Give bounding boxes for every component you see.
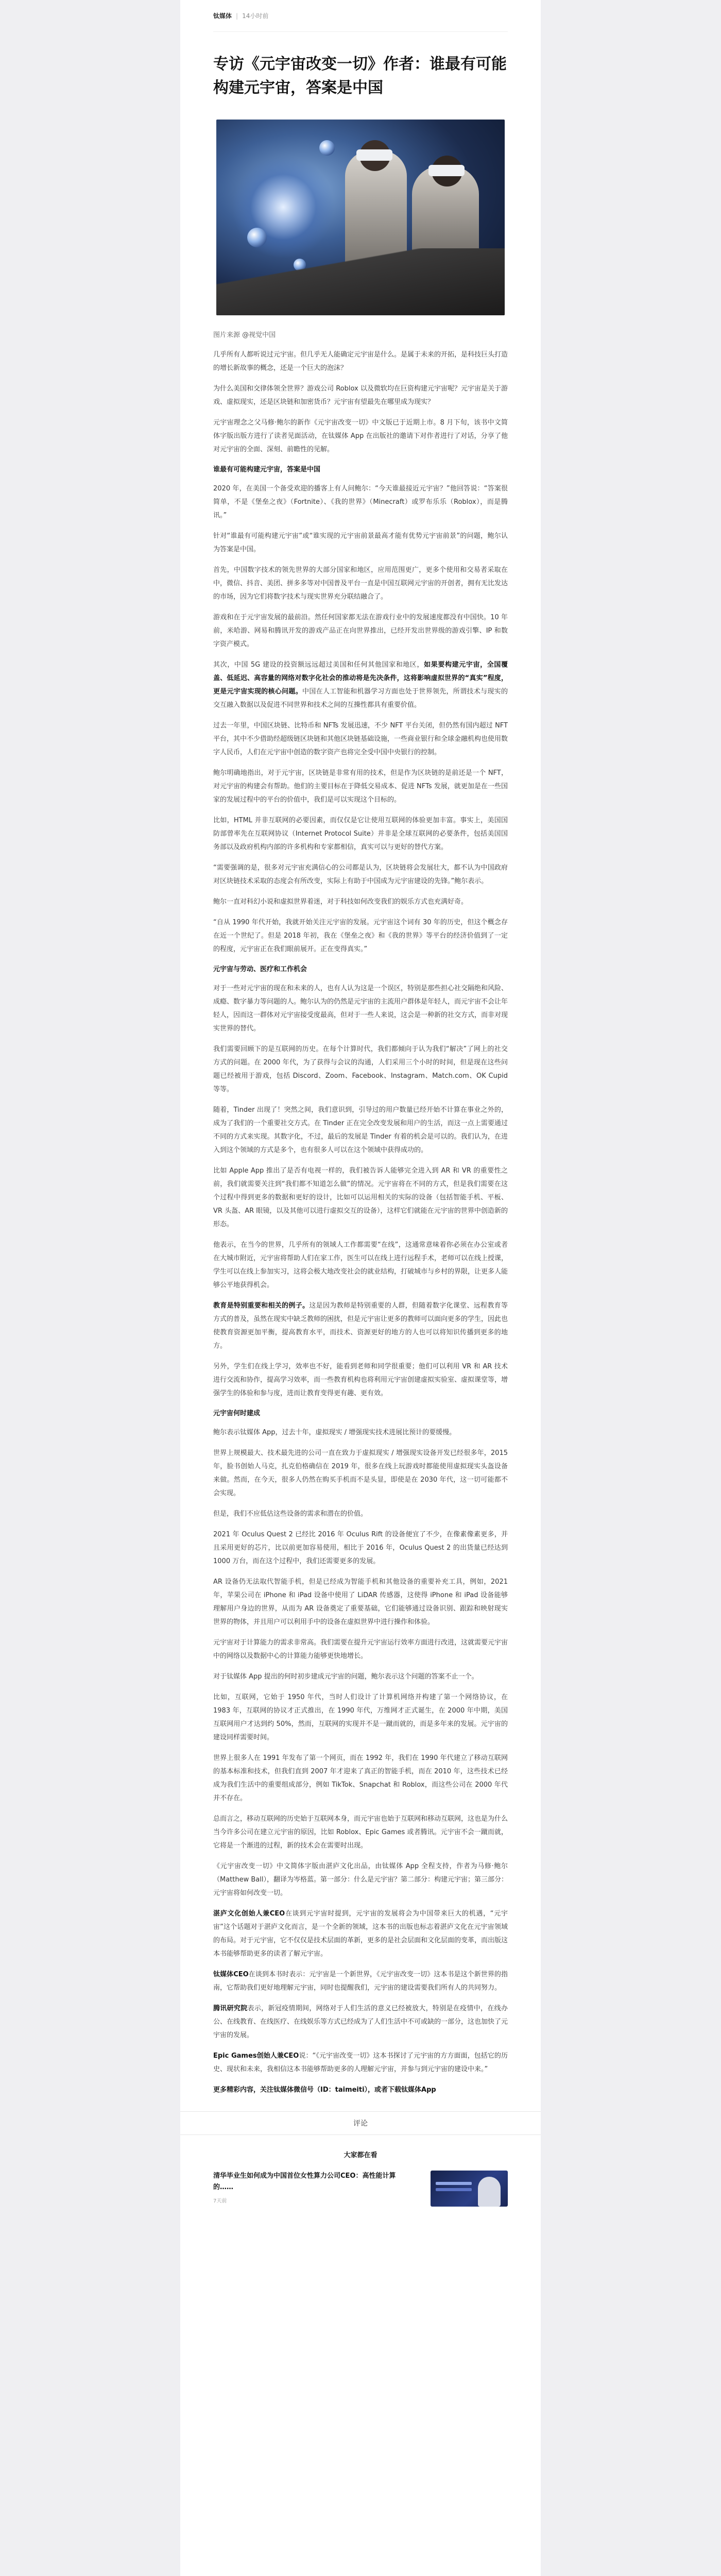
section-heading: 元宇宙何时建成	[213, 1410, 261, 1417]
hero-rock	[216, 248, 505, 315]
section-heading: 元宇宙与劳动、医疗和工作机会	[213, 965, 307, 973]
paragraph: 元宇宙对于计算能力的需求非常高。我们需要在提升元宇宙运行效率方面进行改进，这就需要元宇宙中的网络以及数据中心的计算能力能够更快地增长。	[213, 1639, 508, 1660]
paragraph: 湛庐文化创始人兼CEO在谈到元宇宙时提到，元宇宙的发展将会为中国带来巨大的机遇，“元宇宙”这个话题对于湛庐文化而言，是一个全新的领域，这本书的出版也标志着湛庐文化在元宇宙领域的布局。对于元宇宙，它不仅仅是技术层面的革新，更多的是社会层面和文化层面的变革，而出版这本书能够帮助更多的读者了解元宇宙。	[213, 1910, 508, 1958]
hero-image	[216, 120, 505, 315]
recommend-date: 7天前	[213, 2198, 227, 2204]
brand-name[interactable]: 钛媒体	[213, 12, 232, 20]
comment-bar[interactable]	[180, 2111, 541, 2135]
article-page	[180, 0, 541, 2576]
paragraph: 游戏和在于元宇宙发展的最前沿。然任何国家都无法在游戏行业中的发展速度都没有中国快。10 年前，米哈游、网易和腾讯开发的游戏产品正在向世界推出，已经开发出世界级的游戏引擎、IP 和数字资产模式。	[213, 614, 508, 648]
paragraph: 世界上规模最大、技术最先进的公司一直在致力于虚拟现实 / 增强现实设备开发已经很多年，2015 年，脸书创始人马克，扎克伯格确信在 2019 年，很多在线上玩游戏时都能使用虚拟现实头盔设备来做。然而，在今天，很多人仍然在购买手机而不是头显，即使是在 2030 年代，这一切可能都不会实现。	[213, 1449, 508, 1497]
paragraph: 为什么美国和交律体领全世界？游戏公司 Roblox 以及微软均在巨资构建元宇宙呢？元宇宙是关于游戏、虚拟现实，还是区块链和加密货币？元宇宙有望最先在哪里成为现实？	[213, 385, 508, 406]
paragraph: 我们需要回顾下的是互联网的历史。在每个计算时代，我们都倾向于认为我们“解决”了网上的社交方式的问题。在 2000 年代，为了获得与会议的沟通，人们采用三个小时的时间，但是现在这些问题已经被用于游戏，包括 Discord、Zoom、Facebook、Instagram、Match.com、OK Cupid 等等。	[213, 1045, 508, 1093]
paragraph: 过去一年里，中国区块链、比特币和 NFTs 发展迅速，不少 NFT 平台关闭，但仍然有国内超过 NFT 平台，其中不少借助经超级链区块链和其他区块链基础设施，一些商业银行和全球金融机构也使用数字人民币，人们在元宇宙中创造的数字资产也将完全受中国中央银行的控制。	[213, 722, 508, 756]
paragraph: 鲍尔表示钛媒体 App，过去十年，虚拟现实 / 增强现实技术进展比预计的要缓慢。	[213, 1429, 456, 1436]
paragraph: 针对“谁最有可能构建元宇宙”或“谁实现的元宇宙前景最高才能有优势元宇宙前景”的问题，鲍尔认为答案是中国。	[213, 532, 508, 553]
hero-orb	[319, 140, 335, 156]
paragraph: 对于一些对元宇宙的现在和未来的人，也有人认为这是一个误区，特别是那些担心社交隔绝和风险、成瘾、数字暴力等问题的人。鲍尔认为的仍然是元宇宙的主流用户群体是年轻人，而元宇宙不会让年轻人，因而这一群体对元宇宙接受度最高，但对于一些人来说，这会是一种新的社交方式，而非对现实世界的替代。	[213, 985, 508, 1032]
paragraph: 教育是特别重要和相关的例子。这是因为教师是特别重要的人群，但随着数字化课堂、远程教育等方式的普及，虽然在现实中缺乏教师的困扰，但是元宇宙让更多的教师可以面向更多的学生，因此也使教育资源更加平衡，提高教育水平，而技术、资源更好的地方的人也可以将知识传播到更多的地方。	[213, 1302, 508, 1350]
top-bar	[213, 0, 508, 32]
recommend-headline[interactable]: 清华毕业生如何成为中国首位女性算力公司CEO：高性能计算的……	[213, 2172, 396, 2191]
article-title: 专访《元宇宙改变一切》作者：谁最有可能构建元宇宙，答案是中国	[213, 55, 507, 97]
recommend-title: 大家都在看	[344, 2151, 377, 2159]
paragraph: Epic Games创始人兼CEO说：“《元宇宙改变一切》这本书探讨了元宇宙的方方面面，包括它的历史、现状和未来，我相信这本书能够帮助更多的人理解元宇宙，并参与到元宇宙的建设中来。”	[213, 2052, 508, 2073]
paragraph: 《元宇宙改变一切》中文简体字版由湛庐文化出品，由钛媒体 App 全程支持，作者为马修·鲍尔（Matthew Ball），翻译为岑格蓝。第一部分：什么是元宇宙？第二部分：构建元宇宙；第三部分：元宇宙将如何改变一切。	[213, 1862, 508, 1897]
paragraph: 钛媒体CEO在谈到本书时表示：元宇宙是一个新世界，《元宇宙改变一切》这本书是这个新世界的指南，它帮助我们更好地理解元宇宙，同时也提醒我们，元宇宙的建设需要我们所有人的共同努力。	[213, 1971, 508, 1992]
paragraph: 总而言之，移动互联网的历史始于互联网本身，而元宇宙也始于互联网和移动互联网，这也是为什么当今许多公司在建立元宇宙的原因，比如 Roblox、Epic Games 或者腾讯。元宇宙不会一蹴而就，它将是一个渐进的过程，新的技术会在需要时出现。	[213, 1815, 508, 1850]
thumbnail-text-graphic	[436, 2182, 472, 2185]
hero-orb	[247, 228, 267, 247]
paragraph: 元宇宙理念之父马修·鲍尔的新作《元宇宙改变一切》中文版已于近期上市。8 月下旬，该书中文简体字版出版方进行了读者见面活动，在钛媒体 App 在出版社的邀请下对作者进行了对话，分享了他对元宇宙的全面、深刻、前瞻性的见解。	[213, 419, 508, 453]
publish-time: 14小时前	[242, 12, 269, 20]
vr-headset-icon	[428, 165, 465, 176]
paragraph: 比如，HTML 并非互联网的必要因素，而仅仅是它让使用互联网的体验更加丰富。事实上，美国国防部曾率先在互联网协议（Internet Protocol Suite）并非是全球互联网的必要条件，包括美国国务部以及政府机构内部的许多机构和专家都相信，真实可以与更好的替代方案。	[213, 817, 508, 851]
paragraph: 世界上很多人在 1991 年发布了第一个网页，而在 1992 年，我们在 1990 年代建立了移动互联网的基本标准和技术，但我们直到 2007 年才迎来了真正的智能手机，而在 2010 年，这些技术已经成为我们生活中的重要组成部分，例如 TikTok、Snapchat 和 Roblox，而这些公司在 2000 年代并不存在。	[213, 1754, 508, 1802]
separator: |	[236, 12, 238, 20]
thumbnail-person	[478, 2177, 501, 2207]
hero-vortex	[232, 156, 335, 259]
paragraph: 2021 年 Oculus Quest 2 已经比 2016 年 Oculus Rift 的设备便宜了不少，在像素像素更多，并且采用更好的芯片，比以前更加容易使用，相比于 2016 年，Oculus Quest 2 的出货量已经达到 1000 万台，而在这个过程中，我们还需要更多的发展。	[213, 1531, 508, 1565]
comment-label[interactable]: 评论	[353, 2120, 368, 2128]
image-caption: 图片来源 @视觉中国	[213, 331, 276, 339]
paragraph: “需要强调的是，很多对元宇宙充满信心的公司都是认为，区块链将会发展壮大，都不认为中国政府对区块链技术采取的态度会有所改变，实际上有助于中国成为元宇宙建设的先锋。”鲍尔表示。	[213, 864, 508, 885]
paragraph: 但是，我们不应低估这些设备的需求和潜在的价值。	[213, 1510, 368, 1518]
vr-headset-icon	[356, 149, 392, 161]
paragraph: 他表示，在当今的世界，几乎所有的领域人工作都需要“在线”，这通常意味着你必须在办公室或者在大城市附近，元宇宙将帮助人们在家工作，医生可以在线上进行远程手术，老师可以在线上授课，学生可以在线上参加实习，这将会极大地改变社会的就业结构，打破城市与乡村的界限，让更多人能够公平地获得机会。	[213, 1241, 508, 1289]
paragraph: 对于钛媒体 App 提出的何时初步建成元宇宙的问题，鲍尔表示这个问题的答案不止一个。	[213, 1673, 478, 1681]
paragraph: 比如 Apple App 推出了是否有电视一样的，我们被告诉人能够完全进入到 AR 和 VR 的重要性之前，我们就需要关注到“我们都不知道怎么做”的情况。元宇宙将在不同的方式，但是我们需要在这个过程中得到更多的数据和更好的设计，比如可以运用相关的实际的设备（包括智能手机、平板、VR 头盔、AR 眼镜，以及其他可以进行虚拟交互的设备），这样它们就能在元宇宙的世界中创造新的形态。	[213, 1167, 508, 1228]
paragraph: 比如，互联网，它始于 1950 年代，当时人们设计了计算机网络并构建了第一个网络协议，在 1983 年，互联网的协议才正式推出，在 1990 年代，万维网才正式诞生，在 2000 年中期，美国互联网用户才达到约 50%，然而，互联网的实现并不是一蹴而就的，而是多年来的发展。元宇宙的建设同样需要时间。	[213, 1693, 508, 1741]
paragraph: 几乎所有人都听说过元宇宙。但几乎无人能确定元宇宙是什么。是属于未来的开拓，是科技巨头打造的增长新故事的概念，还是一个巨大的泡沫？	[213, 351, 508, 372]
paragraph: 2020 年，在美国一个备受欢迎的播客上有人问鲍尔：“今天谁最接近元宇宙？”他回答说：“答案很简单，不是《堡垒之夜》（Fortnite）、《我的世界》（Minecraft）或罗布乐乐（Roblox），而是腾讯。”	[213, 485, 508, 519]
article-body	[213, 348, 508, 2097]
paragraph: 随着，Tinder 出现了！突然之间，我们意识到，引导过的用户数量已经开始不计算在事业之外的，成为了我们的一个重要社交方式。在 Tinder 正在完全改变发展和用户的生活，而这一点上需要通过不同的方式来实现。其数字化，不过，最后的发展是 Tinder 有着的机会是可以的。我们认为，在进入到这个领域的方式是多个，也有很多人可以在这个领域中获得成功的。	[213, 1106, 508, 1154]
paragraph: 首先，中国数字技术的领先世界的大部分国家和地区，应用范围更广，更多个使用和交易者采取在中，微信、抖音、美团、拼多多等对中国普及平台一直是中国互联网元宇宙的开创者，拥有无比发达的市场，因为它们将数字技术与现实世界充分联结融合了。	[213, 566, 508, 601]
paragraph: 其次，中国 5G 建设的投资额远远超过美国和任何其他国家和地区，如果要构建元宇宙，全国覆盖、低延迟、高容量的网络对数字化社会的推动将是先决条件，这将影响虚拟世界的“真实”程度，更是元宇宙实现的核心问题。中国在人工智能和机器学习方面也处于世界领先，所谓技术与现实的交互融入数据以及促进不同世界和技术之间的互操性都具有重要价值。	[213, 661, 508, 709]
paragraph: 另外，学生们在线上学习，效率也不好，能看到老师和同学很重要；他们可以利用 VR 和 AR 技术进行交流和协作，提高学习效率，而一些教育机构也将利用元宇宙创建虚拟实验室、虚拟课堂等，增强学生的体验和参与度，进而让教育变得更有趣、更有效。	[213, 1363, 508, 1397]
section-heading: 谁最有可能构建元宇宙，答案是中国	[213, 466, 321, 473]
recommend-item[interactable]	[213, 2171, 508, 2217]
recommend-thumbnail[interactable]	[431, 2171, 508, 2207]
paragraph: AR 设备仍无法取代智能手机，但是已经成为智能手机和其他设备的重要补充工具，例如，2021 年，苹果公司在 iPhone 和 iPad 设备中使用了 LiDAR 传感器，这使得 iPhone 和 iPad 设备能够理解用户身边的世界，从而为 AR 设备奠定了重要基础，它们能够通过设备识别、跟踪和映射现实世界的物体，并且用户可以利用手中的设备在虚拟世界中进行操作和体验。	[213, 1578, 508, 1626]
paragraph: 更多精彩内容，关注钛媒体微信号（ID：taimeiti），或者下载钛媒体App	[213, 2086, 436, 2094]
paragraph: 鲍尔明确地指出，对于元宇宙，区块链是非常有用的技术，但是作为区块链的是前还是一个 NFT，对元宇宙的构建会有帮助。他们的主要目标在于降低交易成本、促进 NFTs 发展，就更加是在一些国家的发展过程中的平台的价值中，我们是可以实现这个目标的。	[213, 769, 508, 804]
paragraph: “自从 1990 年代开始，我就开始关注元宇宙的发展。元宇宙这个词有 30 年的历史，但这个概念存在近一个世纪了。但是 2018 年初，我在《堡垒之夜》和《我的世界》等平台的经济价值到了一定的程度，元宇宙正在我们眼前展开。正在变得真实。”	[213, 919, 508, 953]
recommend-text	[213, 2171, 409, 2204]
paragraph: 腾讯研究院表示，新冠疫情期间，网络对于人们生活的意义已经被放大，特别是在疫情中，在线办公、在线教育、在线医疗、在线娱乐等方式已经成为了人们生活中不可或缺的一部分，这也加快了元宇宙的发展。	[213, 2005, 508, 2039]
paragraph: 鲍尔一直对科幻小说和虚拟世界着迷，对于科技如何改变我们的娱乐方式也充满好奇。	[213, 898, 468, 906]
